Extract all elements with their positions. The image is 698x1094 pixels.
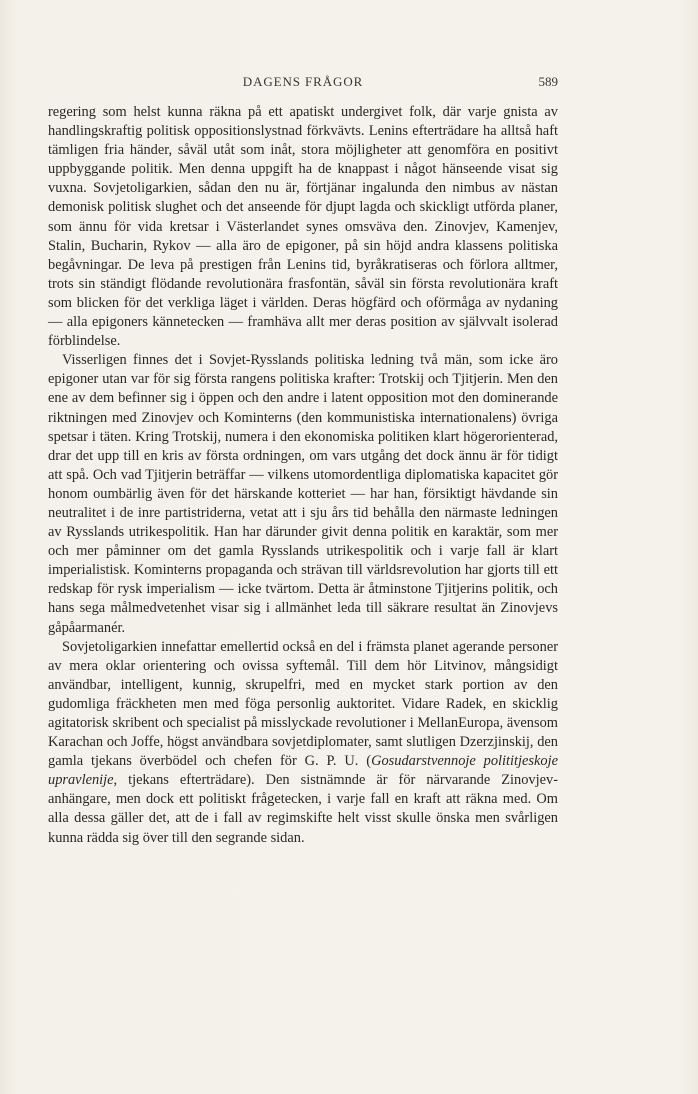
running-header-title: DAGENS FRÅGOR: [242, 74, 364, 89]
paragraph-3-text-after: , tjekans efterträdare). Den sistnämnde är för närvarande Zinovjev-anhängare, men dock ett politiskt frågetecken, i varje fall en kraft att räkna med. Om alla dessa gäller det, att de i fall av regimskifte helt visst skulle önska men svårligen kunna rädda sig över till den segrande sidan.: [48, 772, 558, 846]
paragraph-3: [48, 638, 558, 848]
paragraph-3-italic-term: Gosudarstvennoje polititjeskoje upravlenije: [48, 753, 558, 789]
page-number: 589: [538, 74, 558, 89]
body-text: [48, 103, 558, 848]
running-header: [48, 74, 558, 94]
paragraph-2: Visserligen finnes det i Sovjet-Rysslands politiska ledning två män, som icke äro epigoner utan var för sig första rangens politiska krafter: Trotskij och Tjitjerin. Men den ene av dem befinner sig i öppen och den andre i latent opposition mot den dominerande riktningen med Zinovjev och Kominterns (den kommunistiska internationalens) övriga spetsar i täten. Kring Trotskij, numera i den ekonomiska politiken klart högerorienterad, drar det upp till en kris av första ordningen, om vars utgång det dock ännu är för tidigt att spå. Och vad Tjitjerin beträffar — vilkens utomordentliga diplomatiska kapacitet gör honom oumbärlig även för det härskande kotteriet — har han, försiktigt hävdande sin neutralitet i de inre partistriderna, vetat att i sju års tid behålla den närmaste ledningen av Rysslands utrikespolitik. Han har därunder givit denna politik en karaktär, som mer och mer påminner om det gamla Rysslands utrikespolitik och i varje fall är klart imperialistisk. Kominterns propaganda och strävan till världsrevolution har gjorts till ett redskap för rysk imperialism — icke tvärtom. Detta är åtminstone Tjitjerins politik, och hans sega målmedvetenhet visar sig i allmänhet leda till säkrare resultat än Zinovjevs gåpåarmanér.: [48, 352, 558, 636]
paragraph-1: regering som helst kunna räkna på ett apatiskt undergivet folk, där varje gnista av handlingskraftig politisk oppositionslystnad förkvävts. Lenins efterträdare ha alltså haft tämligen fria händer, såväl utåt som inåt, stora möjligheter att genomföra en positivt uppbyggande politik. Men denna uppgift ha de knappast i något hänseende visat sig vuxna. Sovjetoligarkien, sådan den nu är, förtjänar ingalunda den nimbus av nästan demonisk politisk slughet och det anseende för djupt lagda och skickligt utförda planer, som ännu för vida kretsar i Västerlandet synes omsväva den. Zinovjev, Kamenjev, Stalin, Bucharin, Rykov — alla äro de epigoner, på sin höjd andra klassens politiska begåvningar. De leva på prestigen från Lenins tid, byråkratiseras och förlora alltmer, trots sin ständigt flödande revolutionära frasfontän, såväl sin första revolutionära kraft som blicken för det verkliga läget i världen. Deras högfärd och oförmåga av nydaning — alla epigoners kännetecken — framhäva allt mer deras position av självvalt isolerad förblindelse.: [48, 104, 558, 350]
paragraph-3-text-before: Sovjetoligarkien innefattar emellertid också en del i främsta planet agerande personer av mera oklar orientering och ovissa syftemål. Till dem hör Litvinov, mångsidigt användbar, intelligent, kunnig, skrupelfri, med en mycket stark portion av den gudomliga fräckheten men med föga personlig auktoritet. Vidare Radek, en skicklig agitatorisk skribent och specialist på misslyckade revolutioner i MellanEuropa, ävensom Karachan och Joffe, högst användbara sovjetdiplomater, samt slutligen Dzerzjinskij, den gamla tjekans överbödel och chefen för G. P. U. (: [48, 638, 558, 770]
